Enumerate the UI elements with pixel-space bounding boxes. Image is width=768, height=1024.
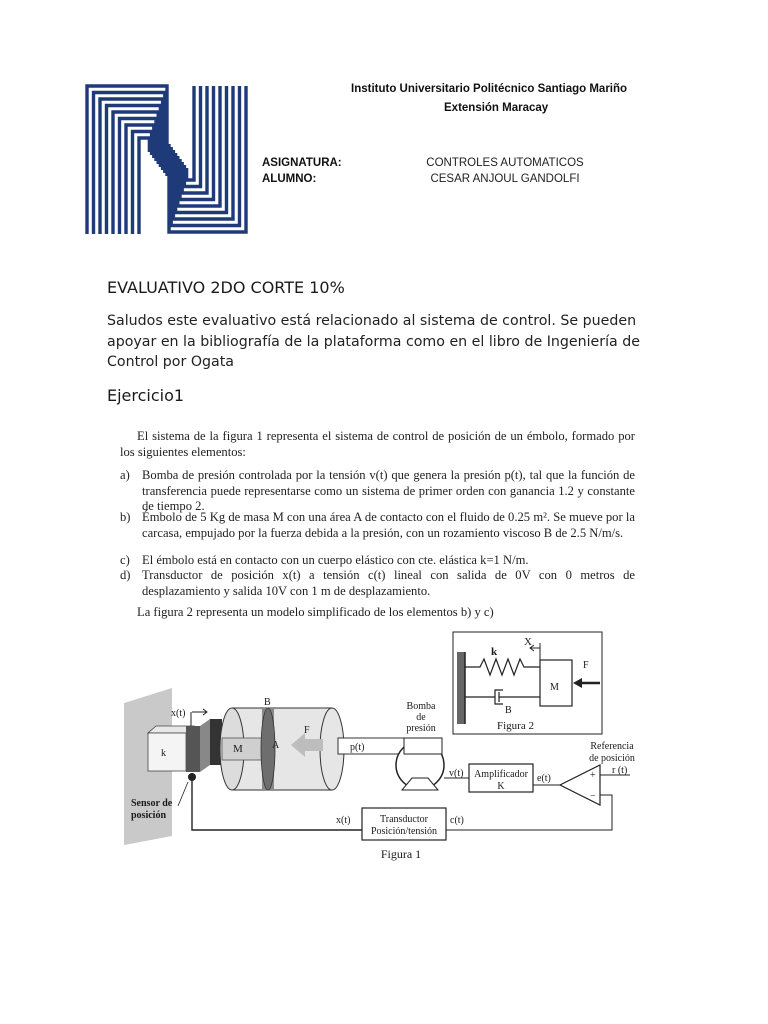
pump-label-1: Bomba xyxy=(406,701,436,712)
figure2-caption: Figura 2 xyxy=(497,720,534,732)
sensor-label-1: Sensor de xyxy=(131,798,173,809)
label-x: X xyxy=(524,636,532,648)
label-f: F xyxy=(304,725,310,736)
label-m: M xyxy=(233,743,243,755)
label-k: k xyxy=(161,748,166,759)
amplifier-gain: K xyxy=(497,781,505,792)
comparator-minus: − xyxy=(590,791,596,802)
item-text: Émbolo de 5 Kg de masa M con una área A de contacto con el fluido de 0.25 m². Se mueve por la carcasa, empujado por la fuerza debida a la presión, con un rozamiento viscoso B de 2.5 N/m/s. xyxy=(142,510,635,540)
label-ct: c(t) xyxy=(450,815,464,826)
label-vt: v(t) xyxy=(449,768,464,779)
xt-arrow xyxy=(192,709,207,715)
label-et: e(t) xyxy=(537,773,551,784)
evaluation-title: EVALUATIVO 2DO CORTE 10% xyxy=(107,278,345,297)
item-text: El émbolo está en contacto con un cuerpo elástico con cte. elástica k=1 N/m. xyxy=(142,553,529,567)
label-a: A xyxy=(272,740,280,751)
pump-outlet xyxy=(404,738,442,754)
item-marker: a) xyxy=(120,468,130,482)
label-b: B xyxy=(505,705,512,716)
piston-rod xyxy=(222,738,264,760)
figure2 xyxy=(453,632,602,734)
transducer-label-1: Transductor xyxy=(380,814,428,825)
sensor-block-side xyxy=(200,719,210,772)
sensor-node xyxy=(188,773,196,781)
item-marker: c) xyxy=(120,553,130,567)
problem-intro: El sistema de la figura 1 representa el sistema de control de posición de un émbolo, formado por los siguientes elementos: xyxy=(120,429,635,459)
extension-name: Extensión Maracay xyxy=(444,102,549,114)
pump-label-2: de xyxy=(416,712,426,723)
student-value: CESAR ANJOUL GANDOLFI xyxy=(430,173,580,185)
subject-label: ASIGNATURA: xyxy=(262,157,342,169)
label-f: F xyxy=(583,660,589,671)
label-b: B xyxy=(264,697,271,708)
label-rt: r (t) xyxy=(612,765,628,776)
institution-name: Instituto Universitario Politécnico Santiago Mariño xyxy=(351,83,628,95)
item-text: Bomba de presión controlada por la tensión v(t) que genera la presión p(t), tal que la función de transferencia puede representarse como un sistema de primer orden con ganancia 1.2 y constante de tiempo 2. xyxy=(142,468,635,514)
wall-hatch xyxy=(457,652,465,724)
sensor-block xyxy=(186,726,200,772)
sensor-label-2: posición xyxy=(131,810,167,821)
comparator-plus: + xyxy=(590,770,596,781)
label-xt-bottom: x(t) xyxy=(336,815,351,826)
subject-value: CONTROLES AUTOMATICOS xyxy=(426,157,584,169)
intro-paragraph: Saludos este evaluativo está relacionado al sistema de control. Se pueden apoyar en la bibliografía de la plataforma como en el libro de Ingeniería de Control por Ogata xyxy=(107,313,640,370)
label-m: M xyxy=(550,682,559,693)
transducer-label-2: Posición/tensión xyxy=(370,826,438,837)
pump-label-3: presión xyxy=(406,723,436,734)
sensor-leader xyxy=(178,782,188,806)
ref-label-1: Referencia xyxy=(590,741,634,752)
item-marker: d) xyxy=(120,568,131,582)
spring-block xyxy=(148,733,186,771)
student-label: ALUMNO: xyxy=(262,173,317,185)
figure1-caption: Figura 1 xyxy=(380,847,422,861)
ref-label-2: de posición xyxy=(589,753,635,764)
item-text: Transductor de posición x(t) a tensión c(t) lineal con salida de 0V con 0 metros de desplazamiento y salida 10V con 1 m de desplazamiento. xyxy=(142,568,635,598)
item-marker: b) xyxy=(120,510,131,524)
label-k: k xyxy=(491,646,498,658)
feedback-wire-right xyxy=(445,795,612,830)
figure2-note: La figura 2 representa un modelo simplificado de los elementos b) y c) xyxy=(137,605,494,619)
amplifier-label: Amplificador xyxy=(474,769,528,780)
label-pt: p(t) xyxy=(350,742,365,753)
label-xt-top: x(t) xyxy=(171,708,186,719)
exercise-title: Ejercicio1 xyxy=(107,386,185,405)
